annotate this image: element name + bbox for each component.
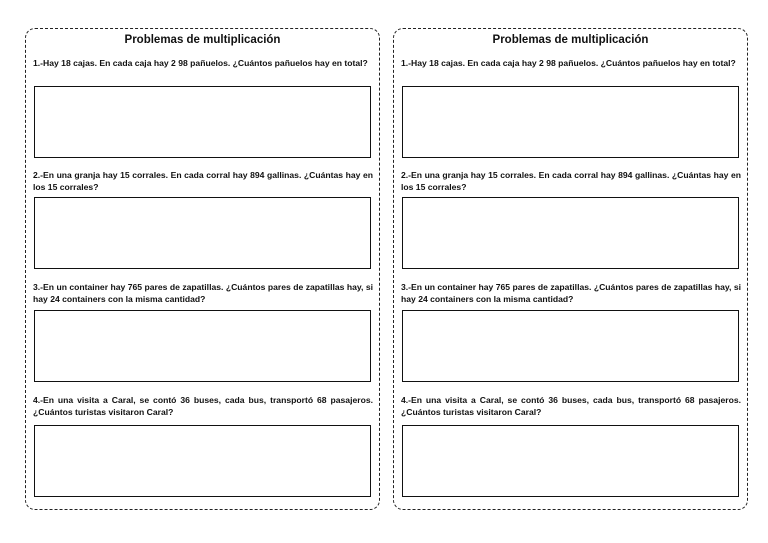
worksheet-left [25, 28, 380, 510]
problem-4-text: 4.-En una visita a Caral, se contó 36 buses, cada bus, transportó 68 pasajeros. ¿Cuántos turistas visitaron Caral? [33, 395, 373, 417]
problem-1-answer-box [402, 86, 739, 158]
problem-4-answer-box [402, 425, 739, 497]
problem-4-answer-box [34, 425, 371, 497]
worksheet-right [393, 28, 748, 510]
problem-2-answer-box [34, 197, 371, 269]
problem-1-text: 1.-Hay 18 cajas. En cada caja hay 2 98 pañuelos. ¿Cuántos pañuelos hay en total? [401, 58, 736, 68]
problem-3-text: 3.-En un container hay 765 pares de zapatillas. ¿Cuántos pares de zapatillas hay, si hay 24 containers con la misma cantidad? [401, 282, 741, 304]
worksheet-title: Problemas de multiplicación [124, 34, 281, 46]
worksheet-title: Problemas de multiplicación [492, 34, 649, 46]
problem-2-text: 2.-En una granja hay 15 corrales. En cada corral hay 894 gallinas. ¿Cuántas hay en los 15 corrales? [401, 170, 741, 192]
problem-2-text: 2.-En una granja hay 15 corrales. En cada corral hay 894 gallinas. ¿Cuántas hay en los 15 corrales? [33, 170, 373, 192]
problem-3-answer-box [402, 310, 739, 382]
problem-3-answer-box [34, 310, 371, 382]
problem-1-answer-box [34, 86, 371, 158]
problem-1-text: 1.-Hay 18 cajas. En cada caja hay 2 98 pañuelos. ¿Cuántos pañuelos hay en total? [33, 58, 368, 68]
problem-3-text: 3.-En un container hay 765 pares de zapatillas. ¿Cuántos pares de zapatillas hay, si hay 24 containers con la misma cantidad? [33, 282, 373, 304]
problem-2-answer-box [402, 197, 739, 269]
problem-4-text: 4.-En una visita a Caral, se contó 36 buses, cada bus, transportó 68 pasajeros. ¿Cuántos turistas visitaron Caral? [401, 395, 741, 417]
